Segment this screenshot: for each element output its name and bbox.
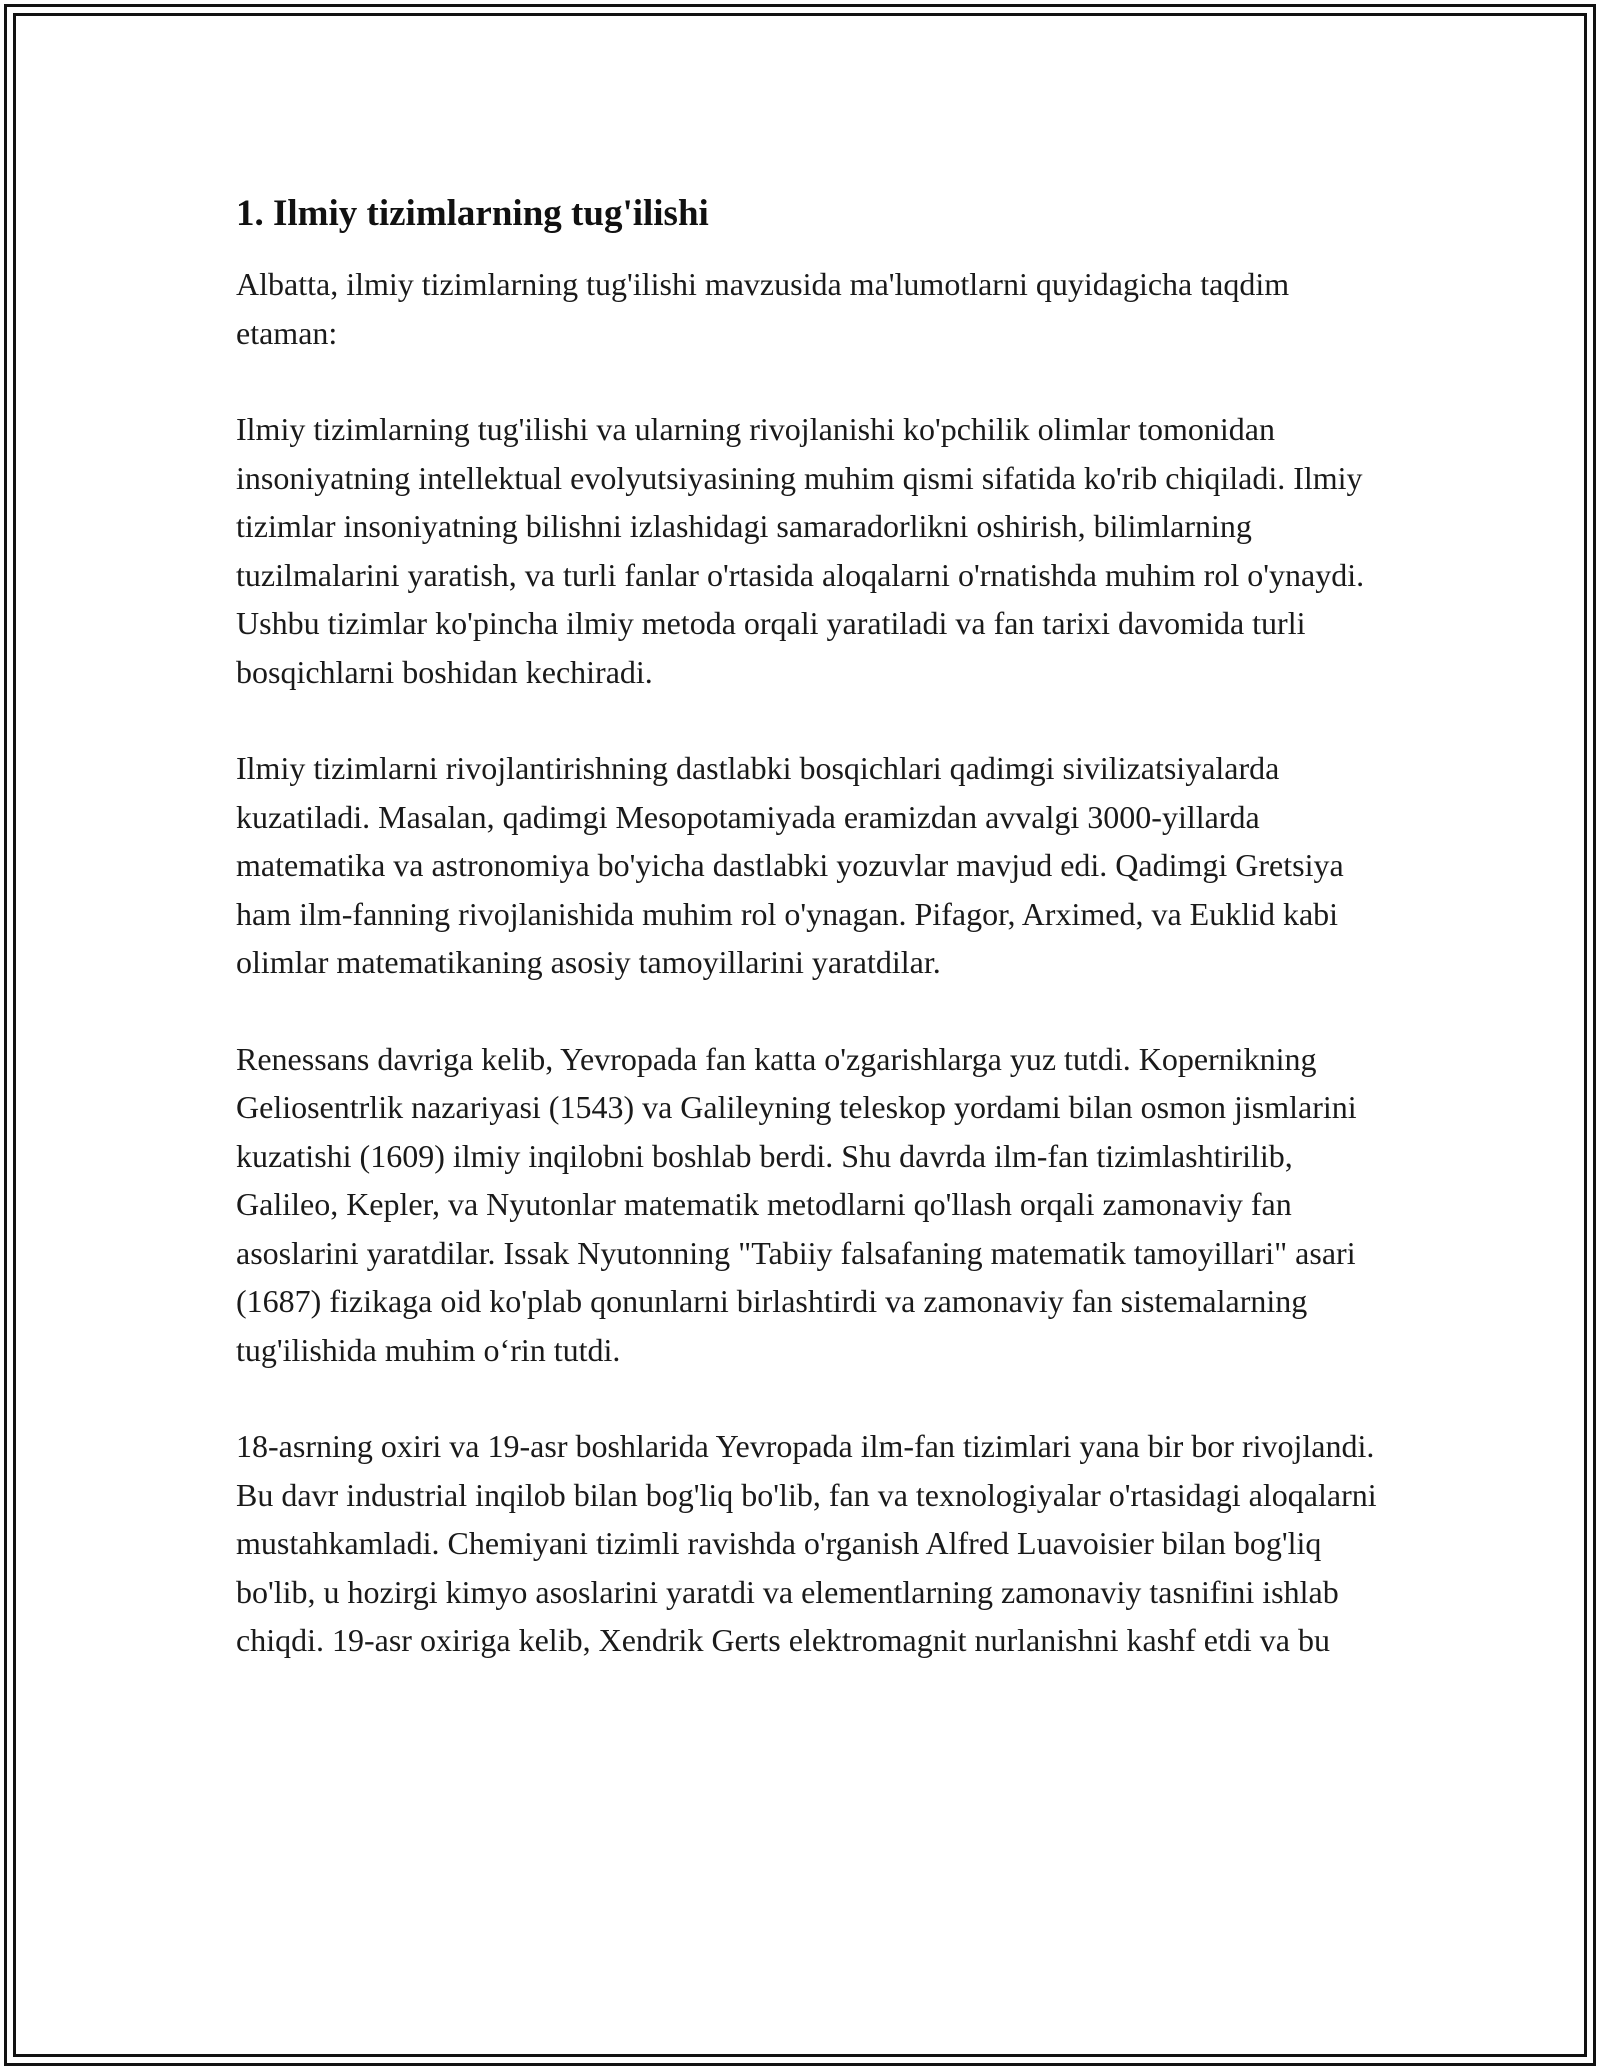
paragraph-industrial: 18-asrning oxiri va 19-asr boshlarida Yevropada ilm-fan tizimlari yana bir bor rivojlandi. Bu davr industrial inqilob bilan bog'liq bo'lib, fan va texnologiyalar o'rtasidagi aloqalarni mustahkamladi. Chemiyani tizimli ravishda o'rganish Alfred Luavoisier bilan bog'liq bo'lib, u hozirgi kimyo asoslarini yaratdi va elementlarning zamonaviy tasnifini ishlab chiqdi. 19-asr oxiriga kelib, Xendrik Gerts elektromagnit nurlanishni kashf etdi va bu xyxy=(236,1428,1377,1658)
document-body xyxy=(236,188,1384,1665)
section-heading: 1. Ilmiy tizimlarning tug'ilishi xyxy=(236,193,709,234)
paragraph-ancient: Ilmiy tizimlarni rivojlantirishning dastlabki bosqichlari qadimgi sivilizatsiyalarda kuzatiladi. Masalan, qadimgi Mesopotamiyada eramizdan avvalgi 3000-yillarda matematika va astronomiya bo'yicha dastlabki yozuvlar mavjud edi. Qadimgi Gretsiya ham ilm-fanning rivojlanishida muhim rol o'ynagan. Pifagor, Arximed, va Euklid kabi olimlar matematikaning asosiy tamoyillarini yaratdilar. xyxy=(236,750,1344,980)
paragraph-intro: Albatta, ilmiy tizimlarning tug'ilishi mavzusida ma'lumotlarni quyidagicha taqdim etaman: xyxy=(236,266,1290,351)
paragraph-renaissance: Renessans davriga kelib, Yevropada fan katta o'zgarishlarga yuz tutdi. Kopernikning Geliosentrlik nazariyasi (1543) va Galileyning teleskop yordami bilan osmon jismlarini kuzatishi (1609) ilmiy inqilobni boshlab berdi. Shu davrda ilm-fan tizimlashtirilib, Galileo, Kepler, va Nyutonlar matematik metodlarni qo'llash orqali zamonaviy fan asoslarini yaratdilar. Issak Nyutonning "Tabiiy falsafaning matematik tamoyillari" asari (1687) fizikaga oid ko'plab qonunlarni birlashtirdi va zamonaviy fan sistemalarning tug'ilishida muhim o‘rin tutdi. xyxy=(236,1040,1357,1368)
paragraph-overview: Ilmiy tizimlarning tug'ilishi va ularning rivojlanishi ko'pchilik olimlar tomonidan insoniyatning intellektual evolyutsiyasining muhim qismi sifatida ko'rib chiqiladi. Ilmiy tizimlar insoniyatning bilishni izlashidagi samaradorlikni oshirish, bilimlarning tuzilmalarini yaratish, va turli fanlar o'rtasida aloqalarni o'rnatishda muhim rol o'ynaydi. Ushbu tizimlar ko'pincha ilmiy metoda orqali yaratiladi va fan tarixi davomida turli bosqichlarni boshidan kechiradi. xyxy=(236,411,1365,690)
